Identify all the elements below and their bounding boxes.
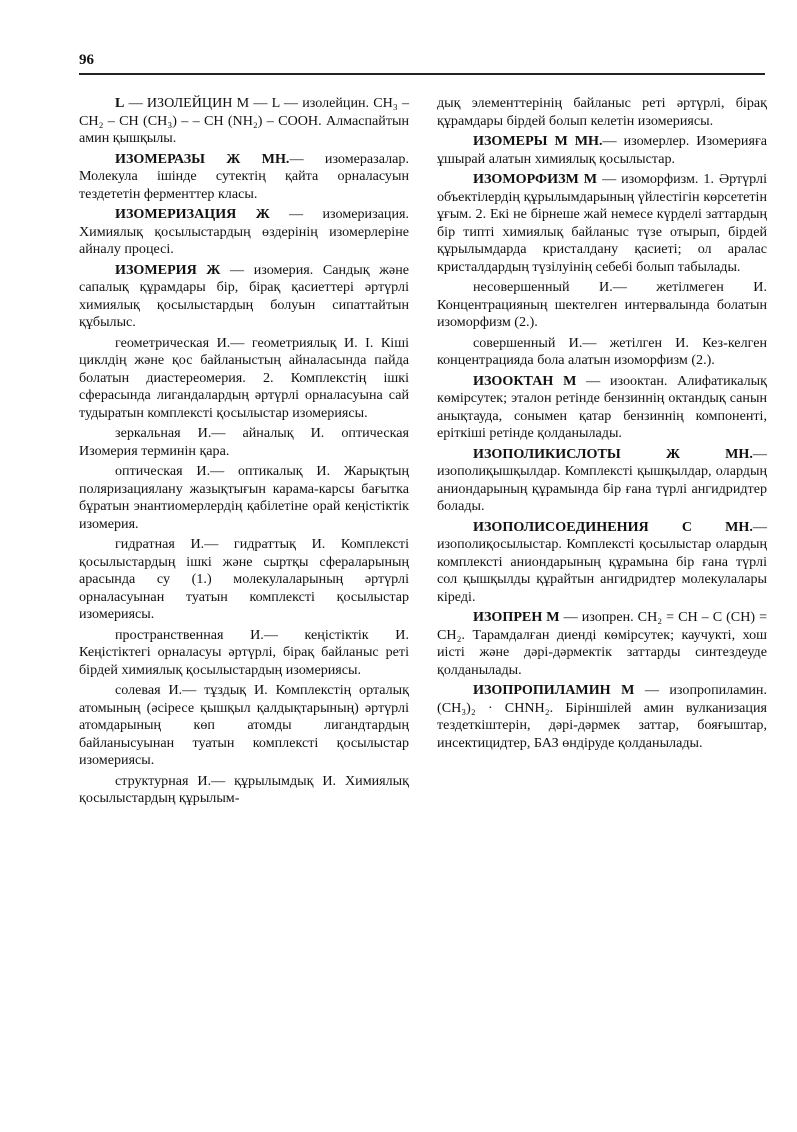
sub-entry: несовершенный И.— жетілмеген И. Концентрацияның шектелген интервалында болатын изоморфизм (2.). bbox=[437, 279, 767, 330]
sub-entry: гидратная И.— гидраттық И. Комплексті қосылыстардың ішкі және сыртқы сфераларының арасында су (1.) молекулаларының әртүрлі орналасуынан туатын комплексті қосылыстар изомериясы. bbox=[79, 536, 409, 622]
dictionary-entry: ИЗОМЕРИЗАЦИЯ Ж — изомеризация. Химиялық қосылыстардың өздерінің изомерлеріне айналу процесі. bbox=[79, 206, 409, 257]
headword: ИЗОПОЛИКИСЛОТЫ Ж МН. bbox=[473, 445, 753, 462]
headword: ИЗОМОРФИЗМ М bbox=[473, 171, 598, 187]
entry-continuation: дық элементтерінің байланыс реті әртүрлі, бірақ құрамдары бірдей болып келетін изомериясы. bbox=[437, 95, 767, 129]
dictionary-entry: ИЗООКТАН М — изооктан. Алифатикалық көмірсутек; эталон ретінде бензиннің октандық санын анықтауда, сонымен қатар бензиннің компоненті, еріткіші ретінде қолданылады. bbox=[437, 372, 767, 441]
dictionary-entry: ИЗОМЕРАЗЫ Ж МН.— изомеразалар. Молекула ішінде сутектің қайта орналасуын тездететін ферменттер класы. bbox=[79, 150, 409, 202]
headword: ИЗОПРЕН М bbox=[473, 609, 560, 625]
headword: ИЗОПОЛИСОЕДИНЕНИЯ С МН. bbox=[473, 518, 753, 535]
dictionary-entry: ИЗОПОЛИКИСЛОТЫ Ж МН.— изополиқышқылдар. Комплексті қышқылдар, олардың аниондарының құрамында бір ғана түрлі ангидридтер болады. bbox=[437, 445, 767, 514]
headword: ИЗОМЕРЫ М МН. bbox=[473, 133, 603, 149]
dictionary-entry: ИЗОМЕРЫ М МН.— изомерлер. Изомерияға ұшырай алатын химиялық қосылыстар. bbox=[437, 133, 767, 167]
sub-entry: совершенный И.— жетілген И. Кез-келген концентрацияда бола алатын изоморфизм (2.). bbox=[437, 334, 767, 368]
page-number: 96 bbox=[79, 52, 94, 68]
headword: ИЗООКТАН М bbox=[473, 372, 577, 389]
sub-entry: оптическая И.— оптикалық И. Жарықтың поляризациялану жазықтығын карама-карсы бағытка бұратын энантиомерлердің қабілетіне орай кеңістіктік изомерия. bbox=[79, 463, 409, 532]
sub-entry: структурная И.— құрылымдық И. Химиялық қосылыстардың құрылым- bbox=[79, 772, 409, 806]
headword: ИЗОМЕРИЯ Ж bbox=[115, 261, 221, 278]
headword: L bbox=[115, 95, 125, 111]
dictionary-entry: ИЗОМОРФИЗМ М — изоморфизм. 1. Әртүрлі объектілердің құрылымдарының үйлестігін көрсететін ұғым. 2. Екі не бірнеше жай немесе күрделі заттардың бір типті химиялық байланыс түзе отырып, бірдей құрылымдарда кристалдану қасиеті; ол аралас кристалдардың түзілуінің себебі болып табылады. bbox=[437, 171, 767, 275]
sub-entry: пространственная И.— кеңістіктік И. Кеңістіктегі орналасуы әртүрлі, бірақ байланыс реті бірдей химиялық қосылыстардың изомериясы. bbox=[79, 626, 409, 678]
left-column bbox=[79, 95, 409, 811]
sub-entry: зеркальная И.— айналық И. оптическая Изомерия терминін қара. bbox=[79, 425, 409, 459]
dictionary-entry: ИЗОПРЕН М — изопрен. CH₂ = CH – C (CH) = CH₂. Тарамдалған диенді көмірсутек; каучукті, хош иісті және дәрі-дәрмектік заттарды синтездеуде қолданылады. bbox=[437, 609, 768, 678]
dictionary-entry: ИЗОПРОПИЛАМИН М — изопропиламин. (CH₃)₂ · CHNH₂. Біріншілей амин вулканизация тездеткіштерін, дәрі-дәрмек заттар, бояғыштар, инсектицидтер, БАЗ өндіруде қолданылады. bbox=[437, 682, 767, 751]
headword: ИЗОМЕРИЗАЦИЯ Ж bbox=[115, 206, 270, 222]
sub-entry: геометрическая И.— геометриялық И. I. Кіші циклдің және қос байланыстың айналасында пайда болатын диастереомерия. 2. Комплекстің ішкі сферасында лигандалардың әртүрлі орналасуына сай тудыратын комплексті қосылыстар изомериясы. bbox=[79, 334, 409, 421]
dictionary-entry: ИЗОМЕРИЯ Ж — изомерия. Сандық және сапалық құрамдары бір, бірақ қасиеттері әртүрлі химиялық қосылыстардың болуын сипаттайтын құбылыс. bbox=[79, 261, 409, 330]
headword: ИЗОПРОПИЛАМИН М bbox=[473, 682, 635, 698]
headword: ИЗОМЕРАЗЫ Ж МН. bbox=[115, 150, 290, 167]
dictionary-entry: L — ИЗОЛЕЙЦИН М — L — изолейцин. CH₃ – CH₂ – CH (CH₃) – – CH (NH₂) – COOH. Алмаспайтын амин қышқылы. bbox=[79, 95, 409, 146]
header-rule bbox=[79, 73, 765, 75]
sub-entry: солевая И.— тұздық И. Комплекстің орталық атомының (әсіресе қышқыл қалдықтарының) әртүрлі атомдарының көп атомды лигандтардың байланысуынан туатын комплексті қосылыстар изомериясы. bbox=[79, 682, 409, 768]
right-column bbox=[437, 95, 767, 755]
dictionary-entry: ИЗОПОЛИСОЕДИНЕНИЯ С МН.— изополиқосылыстар. Комплексті қосылыстар олардың комплексті аниондарының құрамына бір ғана түрлі сол қышқылды құрайтын ангидридтер молекулалары кіреді. bbox=[437, 518, 767, 605]
